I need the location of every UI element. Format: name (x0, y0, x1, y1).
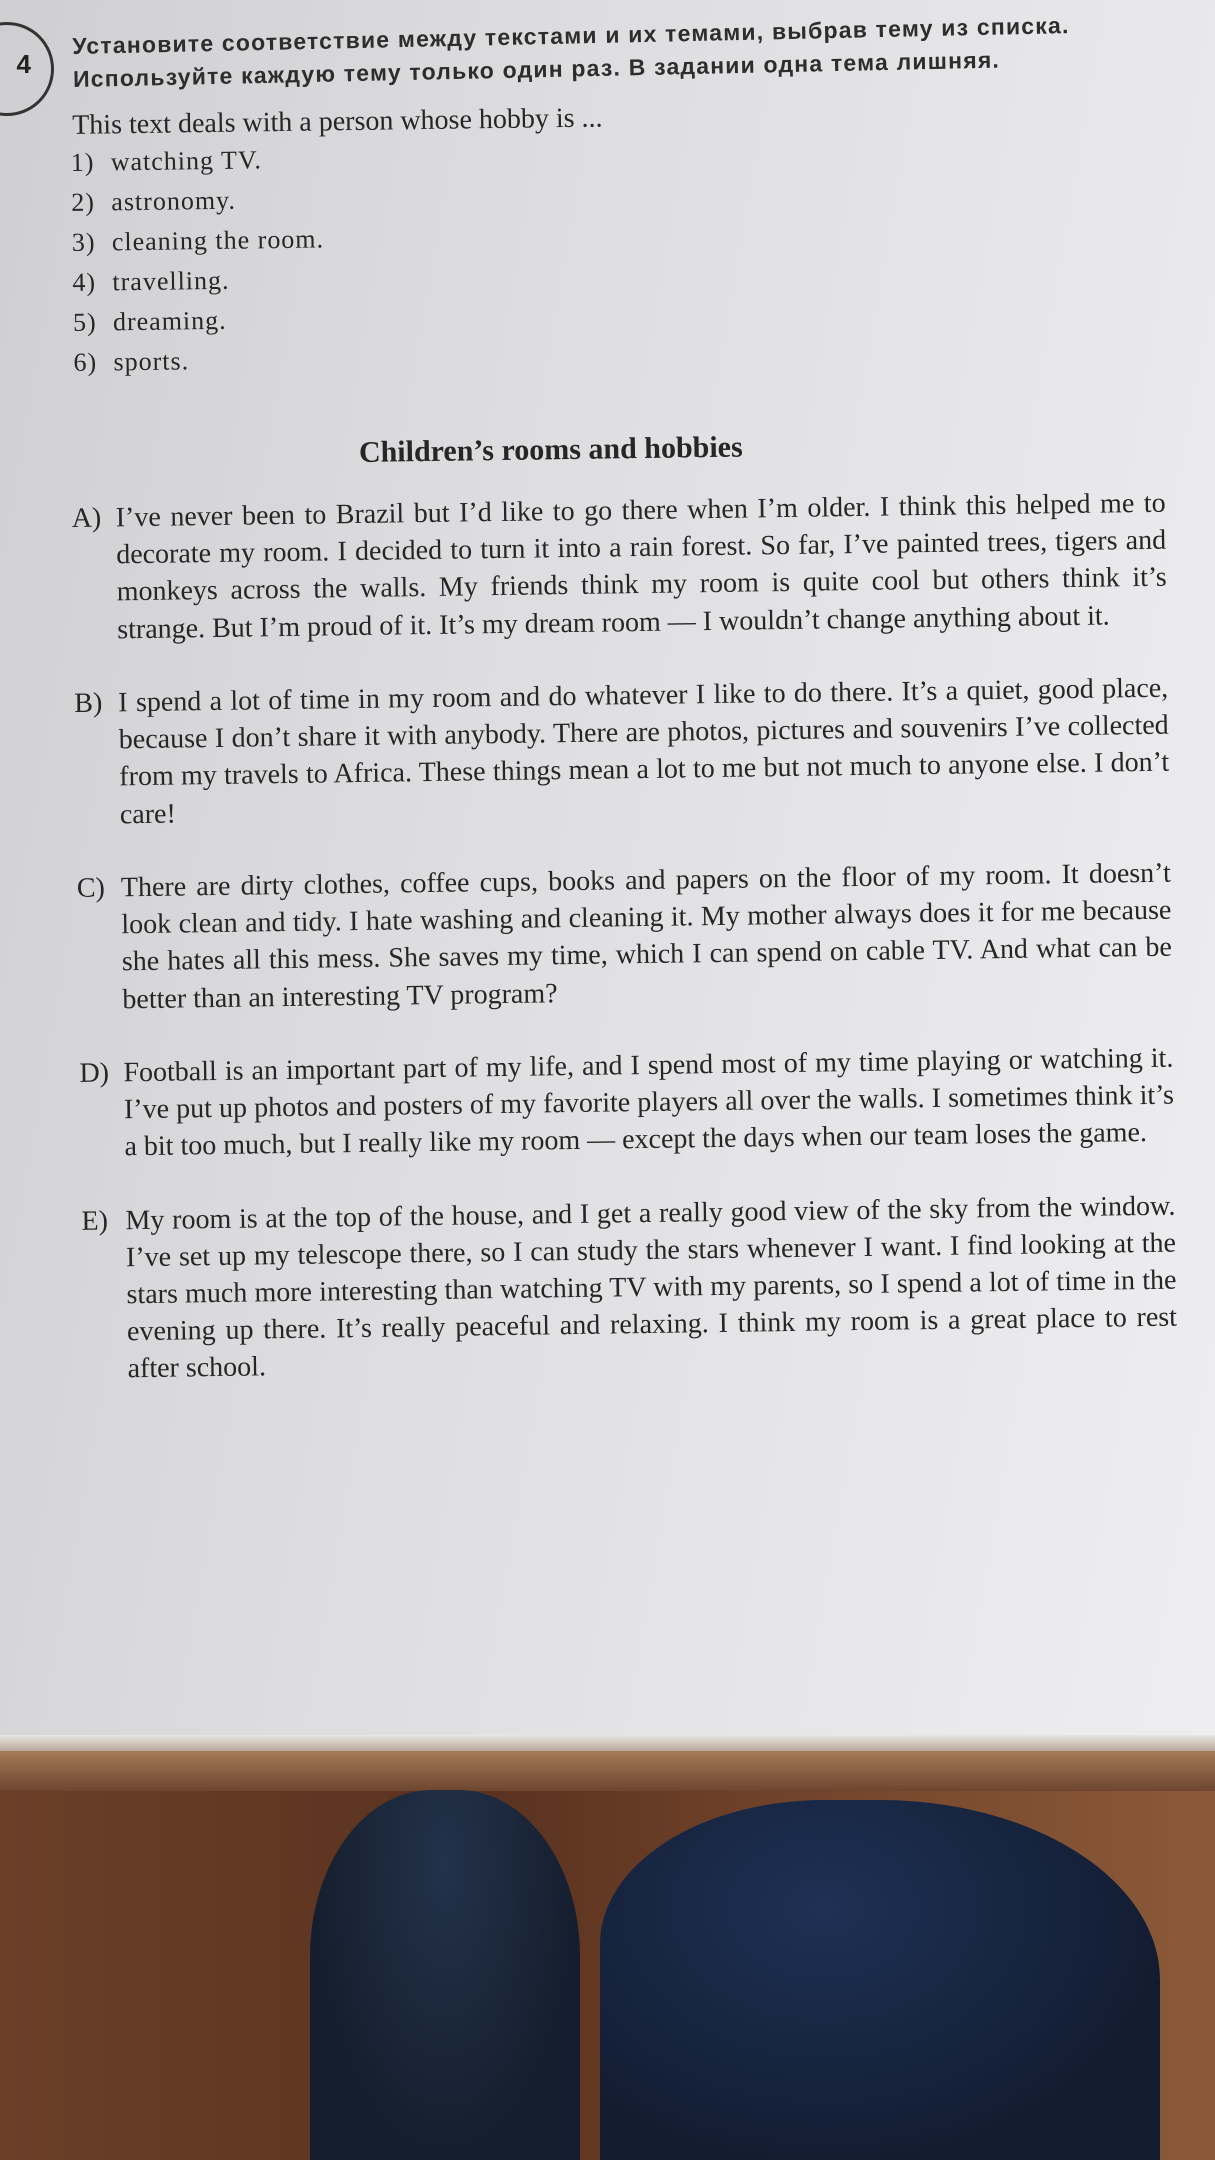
task-instructions: Установите соответствие между текстами и их темами, выбрав тему из списка. Используйте каждую тему только один раз. В задании одна тема лишняя. (72, 12, 1070, 93)
question-prompt: This text deals with a person whose hobby is ... (71, 102, 603, 141)
option-text: cleaning the room. (111, 224, 325, 257)
option-text: dreaming. (112, 305, 227, 337)
knee-right (600, 1800, 1160, 2160)
text-item-b (74, 670, 1176, 834)
text-letter: D) (79, 1057, 110, 1089)
text-letter: B) (74, 687, 103, 719)
text-body: I spend a lot of time in my room and do whatever I like to do there. It’s a quiet, good place, because I don’t share it with anybody. There are photos, pictures and souvenirs I’ve collected from my travels to Africa. These things mean a lot to me but not much to anyone else. I don’t care! (118, 672, 1170, 830)
options-list (67, 133, 1170, 378)
knee-left (310, 1790, 580, 2160)
text-body: There are dirty clothes, coffee cups, books and papers on the floor of my room. It doesn’t look clean and tidy. I hate washing and cleaning it. My mother always does it for me because she hates all this mess. She saves my time, which I can spend on cable TV. And what can be better than an interesting TV program? (120, 857, 1173, 1015)
option-item (73, 333, 1169, 378)
option-text: travelling. (112, 265, 230, 297)
page-edge (0, 1735, 1215, 1751)
desk-edge (0, 1751, 1215, 1791)
text-letter: E) (81, 1205, 109, 1237)
option-number: 3) (71, 227, 96, 257)
option-item (71, 173, 1167, 218)
option-item (73, 293, 1169, 338)
option-number: 2) (71, 187, 96, 217)
option-number: 5) (72, 307, 97, 337)
option-item (72, 213, 1168, 258)
text-item-d (79, 1039, 1180, 1166)
text-item-a (71, 485, 1173, 649)
text-letter: A) (71, 502, 102, 534)
option-number: 6) (73, 347, 98, 377)
option-text: watching TV. (110, 145, 263, 177)
task-content (66, 95, 1184, 1425)
text-item-e (81, 1187, 1183, 1389)
option-text: astronomy. (111, 185, 237, 217)
option-text: sports. (113, 346, 190, 377)
task-number-circle (0, 22, 54, 116)
text-letter: C) (76, 872, 106, 904)
section-title: Children’s rooms and hobbies (358, 430, 743, 469)
text-body: Football is an important part of my life, and I spend most of my time playing or watching it. I’ve put up photos and posters of my favorite players all over the walls. I sometimes think it’s a bit too much, but I really like my room — except the days when our team loses the game. (123, 1042, 1175, 1163)
text-body: My room is at the top of the house, and I get a really good view of the sky from the window. I’ve set up my telescope there, so I can study the stars whenever I want. I find looking at the stars much more interesting than watching TV with my parents, so I spend a lot of time in the evening up there. It’s really peaceful and relaxing. I think my room is a great place to rest after school. (125, 1190, 1178, 1385)
option-number: 4) (72, 267, 97, 297)
option-number: 1) (70, 147, 95, 177)
task-number: 4 (16, 49, 31, 79)
text-item-c (77, 854, 1179, 1018)
text-body: I’ve never been to Brazil but I’d like to go there when I’m older. I think this helped me to decorate my room. I decided to turn it into a rain forest. So far, I’ve painted trees, tigers and monkeys across the walls. My friends think my room is quite cool but others think it’s strange. But I’m proud of it. It’s my dream room — I wouldn’t change anything about it. (115, 487, 1167, 646)
option-item (72, 253, 1168, 298)
